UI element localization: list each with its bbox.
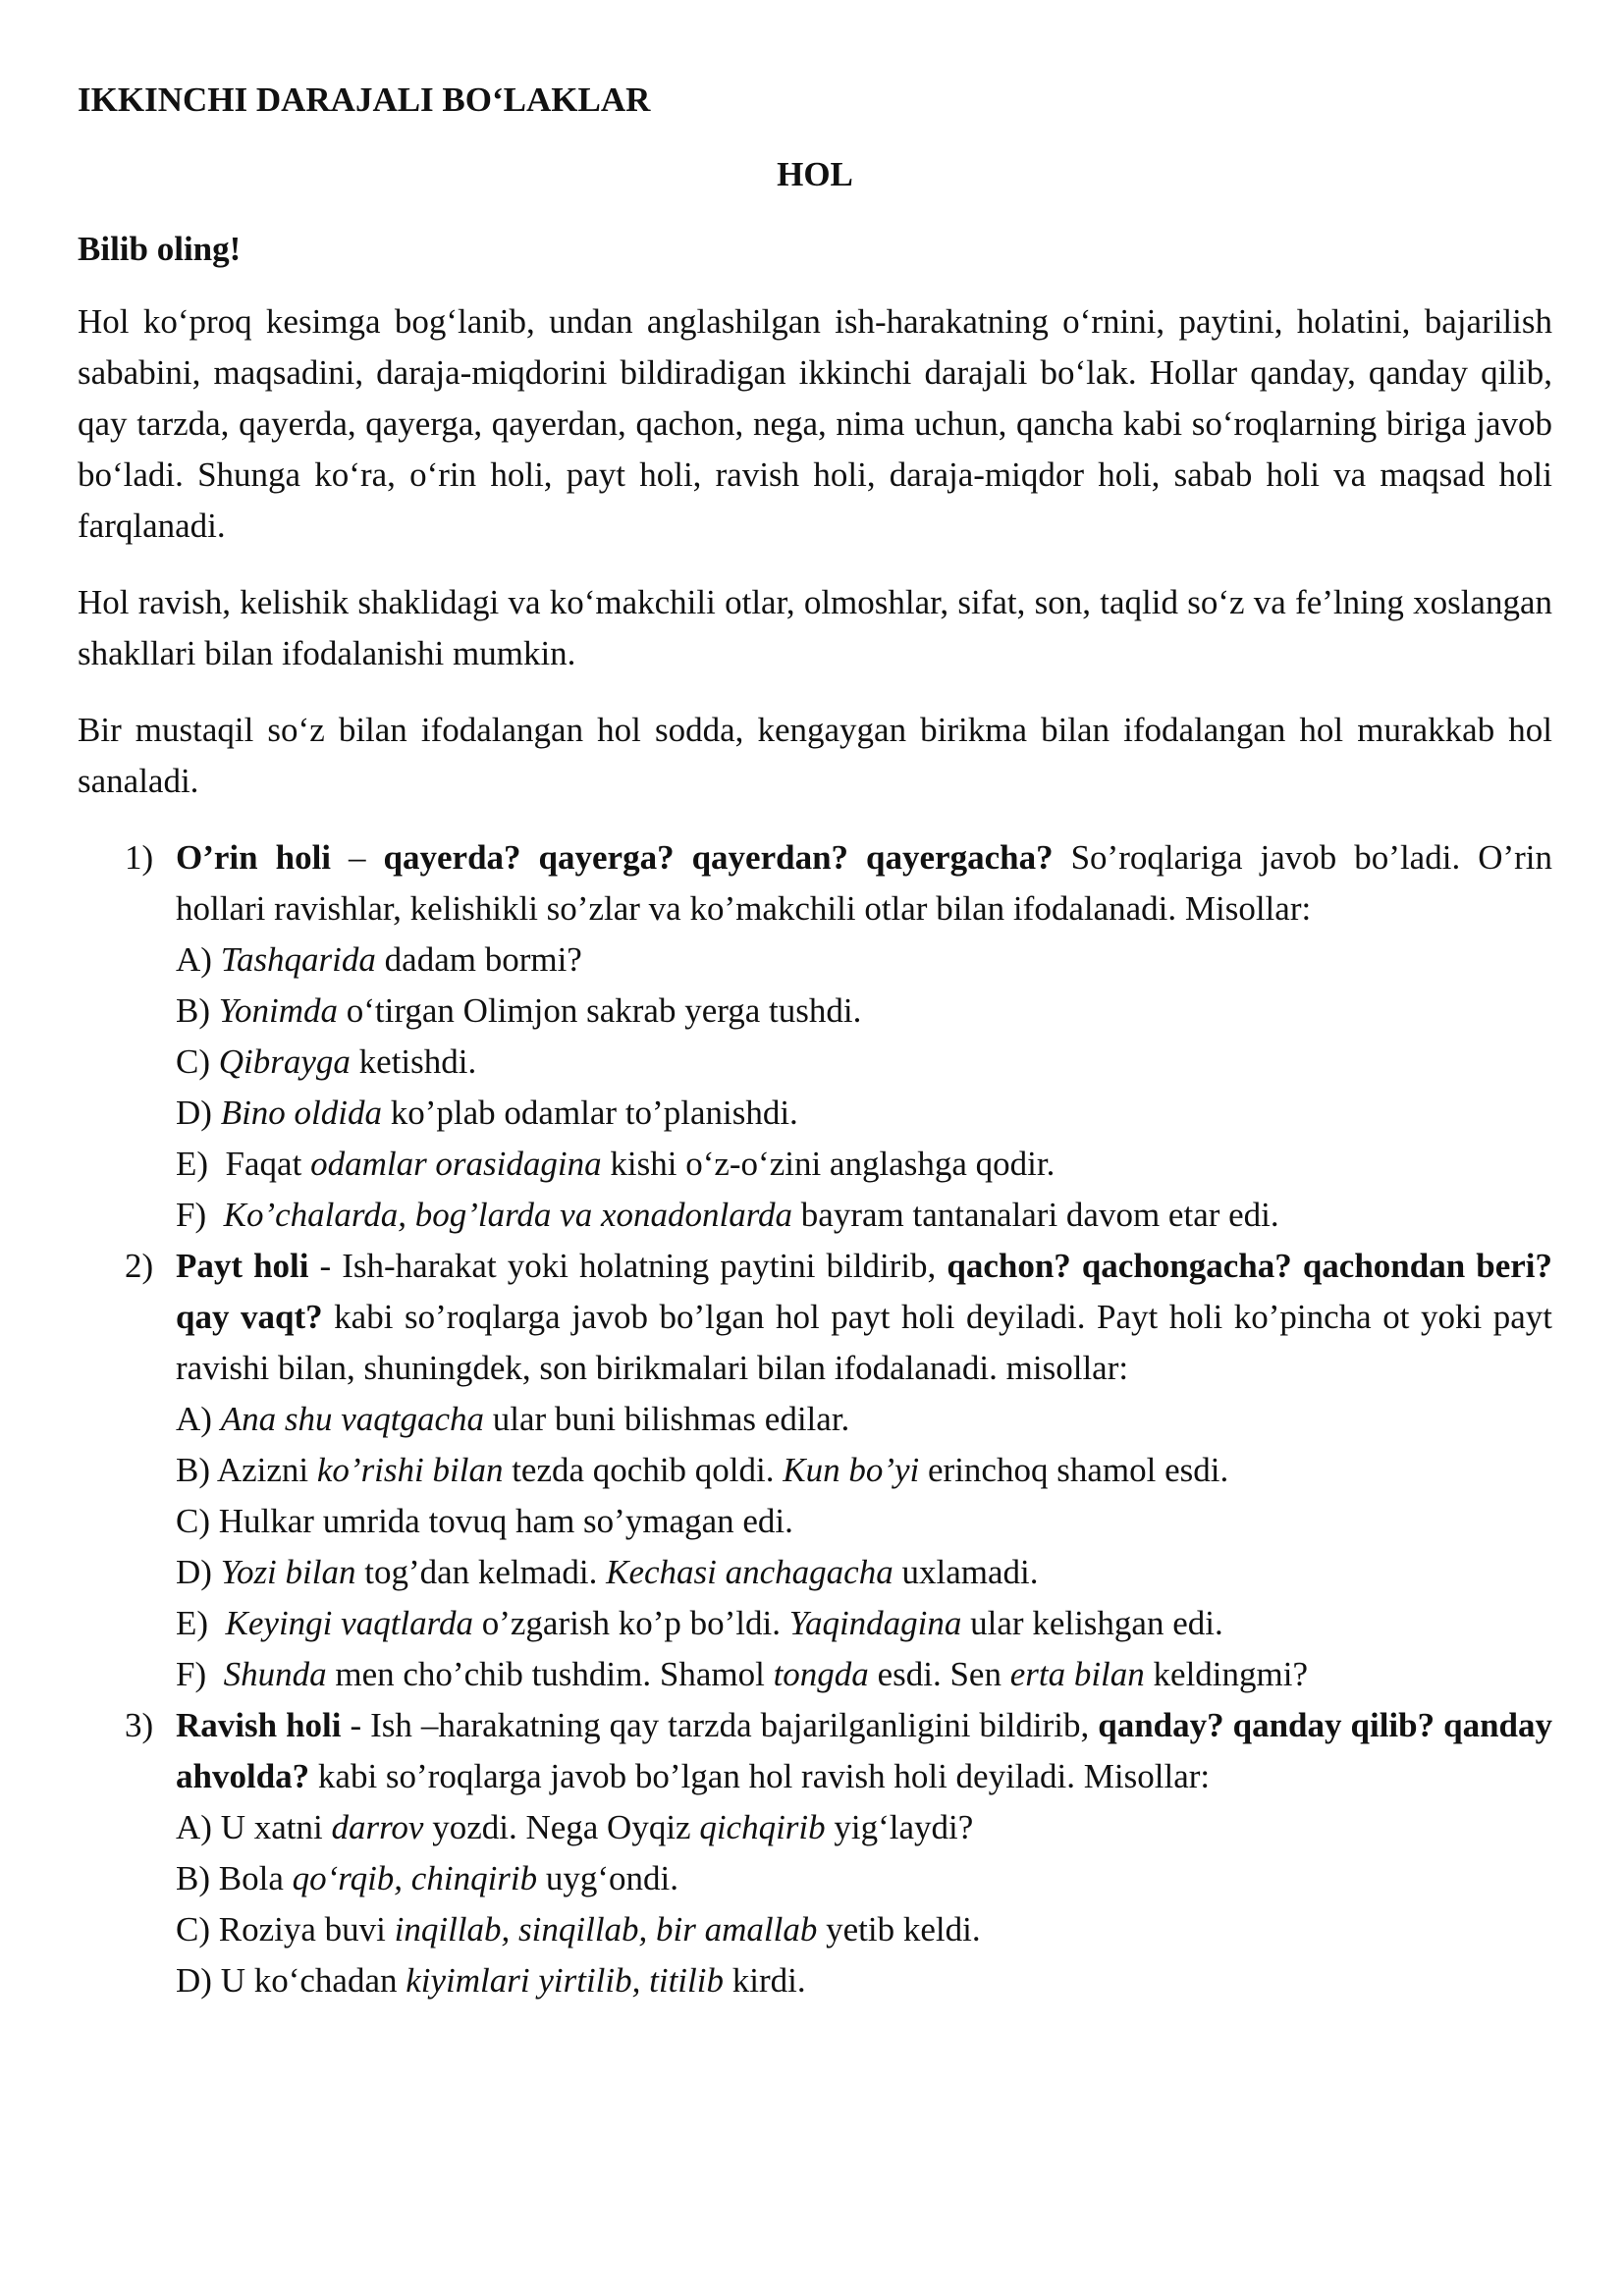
example-text: bayram tantanalari davom etar edi. [792, 1196, 1279, 1234]
example-hol-phrase: Keyingi vaqtlarda [225, 1604, 473, 1642]
example-text: men cho’chib tushdim. Shamol [326, 1655, 774, 1693]
example-text [210, 1042, 219, 1081]
example-line [176, 1496, 1552, 1547]
example-line [176, 1547, 1552, 1598]
example-text [212, 1553, 221, 1591]
item-number: 2) [125, 1247, 154, 1285]
example-text [208, 1604, 226, 1642]
hol-type-item [78, 1700, 1552, 2006]
example-text: esdi. Sen [868, 1655, 1010, 1693]
example-text [210, 991, 219, 1030]
example-text: dadam bormi? [375, 940, 582, 979]
example-letter: A) [176, 1808, 212, 1846]
example-letter: F) [176, 1196, 207, 1234]
example-letter: C) [176, 1042, 210, 1081]
hol-type-questions: qachon? qachongacha? qachondan beri? qay vaqt? [176, 1247, 1552, 1336]
example-letter: E) [176, 1604, 209, 1642]
hol-types-list [78, 832, 1552, 2006]
example-text: uxlamadi. [893, 1553, 1039, 1591]
example-letter: B) [176, 1859, 210, 1897]
example-text: yozdi. Nega Oyqiz [423, 1808, 700, 1846]
example-line [176, 1190, 1552, 1241]
example-letter: B) [176, 1451, 210, 1489]
example-letter: F) [176, 1655, 207, 1693]
example-text: uyg‘ondi. [537, 1859, 679, 1897]
hol-type-definition [176, 832, 1552, 934]
example-letter: B) [176, 991, 210, 1030]
example-line [176, 1445, 1552, 1496]
example-text [212, 1400, 221, 1438]
example-text: U xatni [211, 1808, 332, 1846]
example-text: Roziya buvi [210, 1910, 395, 1949]
item-number: 3) [125, 1706, 154, 1744]
example-text: ular kelishgan edi. [961, 1604, 1223, 1642]
example-hol-phrase: Ko’chalarda, bog’larda va xonadonlarda [223, 1196, 793, 1234]
example-line [176, 1904, 1552, 1955]
document-content [78, 75, 1552, 2006]
example-hol-phrase: tongda [773, 1655, 869, 1693]
example-text [206, 1196, 224, 1234]
example-text: ko’plab odamlar to’planishdi. [382, 1094, 798, 1132]
example-hol-phrase: Yozi bilan [220, 1553, 356, 1591]
example-hol-phrase: ko’rishi bilan [316, 1451, 504, 1489]
example-text [206, 1655, 224, 1693]
example-hol-phrase: Yaqindagina [788, 1604, 962, 1642]
expression-paragraph: Hol ravish, kelishik shaklidagi va ko‘makchili otlar, olmoshlar, sifat, son, taqlid so‘z va fe’lning xoslangan shakllari bilan ifodalanishi mumkin. [78, 583, 1552, 672]
example-hol-phrase: qichqirib [699, 1808, 826, 1846]
hol-type-questions: qayerda? qayerga? qayerdan? qayergacha? [383, 838, 1054, 877]
example-line [176, 1394, 1552, 1445]
hol-type-description: So’roqlariga javob bo’ladi. O’rin hollari ravishlar, kelishikli so’zlar va ko’makchili otlar bilan ifodalanadi. Misollar: [176, 838, 1553, 928]
example-hol-phrase: Bino oldida [220, 1094, 382, 1132]
note-heading: Bilib oling! [78, 230, 242, 268]
classification-paragraph: Bir mustaqil so‘z bilan ifodalangan hol sodda, kengaygan birikma bilan ifodalangan hol murakkab hol sanaladi. [78, 711, 1552, 800]
example-text: o‘tirgan Olimjon sakrab yerga tushdi. [338, 991, 862, 1030]
example-text: Faqat [208, 1145, 311, 1183]
example-hol-phrase: Yonimda [218, 991, 339, 1030]
definition-paragraph: Hol ko‘proq kesimga bog‘lanib, undan anglashilgan ish-harakatning o‘rnini, paytini, holatini, bajarilish sababini, maqsadini, daraja-miqdorini bildiradigan ikkinchi darajali bo‘lak. Hollar qanday, qanday qilib, qay tarzda, qayerda, qayerga, qayerdan, qachon, nega, nima uchun, qancha kabi so‘roqlarning biriga javob bo‘ladi. Shunga ko‘ra, o‘rin holi, payt holi, ravish holi, daraja-miqdor holi, sabab holi va maqsad holi farqlanadi. [78, 302, 1552, 545]
example-text: kishi o‘z-o‘zini anglashga qodir. [601, 1145, 1056, 1183]
example-text: Hulkar umrida tovuq ham so’ymagan edi. [210, 1502, 793, 1540]
example-text: kirdi. [723, 1961, 806, 2000]
example-text: erinchoq shamol esdi. [919, 1451, 1229, 1489]
example-hol-phrase: Kun bo’yi [783, 1451, 920, 1489]
example-hol-phrase: inqillab, sinqillab, bir amallab [394, 1910, 818, 1949]
hol-type-description: kabi so’roqlarga javob bo’lgan hol payt holi deyiladi. Payt holi ko’pincha ot yoki payt ravishi bilan, shuningdek, son birikmalari bilan ifodalanadi. misollar: [176, 1298, 1552, 1387]
example-text: Azizni [210, 1451, 317, 1489]
example-letter: E) [176, 1145, 209, 1183]
hol-type-item [78, 1241, 1552, 1700]
hol-type-definition [176, 1241, 1552, 1394]
example-line [176, 1802, 1552, 1853]
hol-type-term: O’rin holi [176, 838, 332, 877]
hol-type-item [78, 832, 1552, 1241]
example-text: ketishdi. [350, 1042, 477, 1081]
example-line [176, 986, 1552, 1037]
example-hol-phrase: qo‘rqib, chinqirib [292, 1859, 538, 1897]
example-line [176, 934, 1552, 986]
example-line [176, 1955, 1552, 2006]
example-line [176, 1598, 1552, 1649]
example-text: o’zgarish ko’p bo’ldi. [472, 1604, 789, 1642]
example-hol-phrase: Kechasi anchagacha [606, 1553, 893, 1591]
example-text: Bola [210, 1859, 293, 1897]
example-text: tog’dan kelmadi. [355, 1553, 607, 1591]
example-text: keldingmi? [1144, 1655, 1308, 1693]
example-list [176, 1802, 1552, 2006]
hol-type-term: Payt holi [176, 1247, 309, 1285]
example-text: ular buni bilishmas edilar. [483, 1400, 850, 1438]
hol-type-description: kabi so’roqlarga javob bo’lgan hol ravish holi deyiladi. Misollar: [309, 1757, 1211, 1795]
hol-type-intro: - Ish –harakatning qay tarzda bajarilganligini bildirib, [341, 1706, 1099, 1744]
example-list [176, 934, 1552, 1241]
example-hol-phrase: odamlar orasidagina [310, 1145, 602, 1183]
hol-type-questions: qanday? qanday qilib? qanday ahvolda? [176, 1706, 1553, 1795]
example-line [176, 1037, 1552, 1088]
example-line [176, 1088, 1552, 1139]
example-letter: C) [176, 1502, 210, 1540]
example-text [212, 940, 221, 979]
hol-type-intro: - Ish-harakat yoki holatning paytini bildirib, [308, 1247, 947, 1285]
example-hol-phrase: Shunda [223, 1655, 327, 1693]
example-hol-phrase: Ana shu vaqtgacha [220, 1400, 484, 1438]
example-text: yig‘laydi? [825, 1808, 974, 1846]
example-hol-phrase: Qibrayga [218, 1042, 351, 1081]
example-line [176, 1139, 1552, 1190]
example-text: yetib keldi. [817, 1910, 981, 1949]
example-hol-phrase: darrov [331, 1808, 424, 1846]
example-letter: D) [176, 1961, 212, 2000]
example-letter: D) [176, 1094, 212, 1132]
example-letter: C) [176, 1910, 210, 1949]
example-text: U ko‘chadan [211, 1961, 406, 2000]
example-line [176, 1649, 1552, 1700]
example-hol-phrase: kiyimlari yirtilib, titilib [406, 1961, 724, 2000]
example-hol-phrase: erta bilan [1009, 1655, 1145, 1693]
hol-type-definition [176, 1700, 1552, 1802]
example-letter: A) [176, 1400, 212, 1438]
hol-type-intro: – [331, 838, 384, 877]
example-hol-phrase: Tashqarida [220, 940, 376, 979]
hol-type-term: Ravish holi [176, 1706, 342, 1744]
example-list [176, 1394, 1552, 1700]
example-letter: D) [176, 1553, 212, 1591]
document-title: IKKINCHI DARAJALI BO‘LAKLAR [78, 80, 651, 119]
item-number: 1) [125, 838, 154, 877]
example-text [212, 1094, 221, 1132]
section-heading: HOL [777, 155, 853, 193]
example-letter: A) [176, 940, 212, 979]
example-line [176, 1853, 1552, 1904]
example-text: tezda qochib qoldi. [503, 1451, 784, 1489]
